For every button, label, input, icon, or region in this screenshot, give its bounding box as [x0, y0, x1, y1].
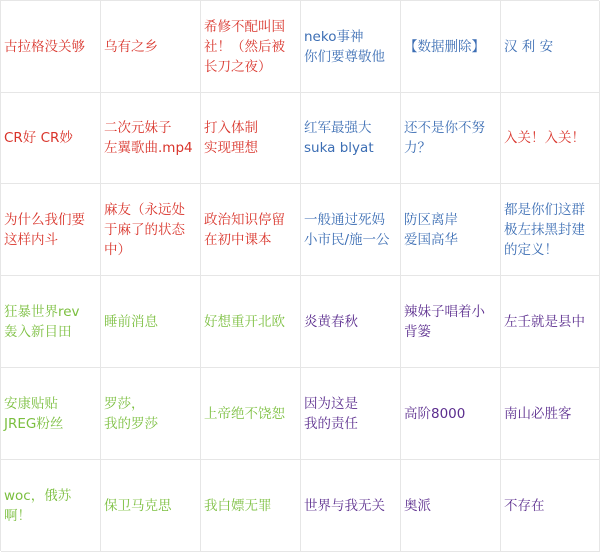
grid-cell-r1-c1: 古拉格没关够 [1, 1, 101, 93]
grid-cell-r6-c2: 保卫马克思 [101, 460, 201, 552]
grid-cell-r3-c4: 一般通过死妈 小市民/施一公 [301, 184, 401, 276]
grid-cell-r5-c4: 因为这是 我的责任 [301, 368, 401, 460]
grid-cell-r3-c3: 政治知识停留 在初中课本 [201, 184, 301, 276]
grid-cell-r6-c5: 奥派 [401, 460, 501, 552]
grid-cell-r6-c4: 世界与我无关 [301, 460, 401, 552]
grid-cell-r5-c3: 上帝绝不饶恕 [201, 368, 301, 460]
grid-cell-r3-c1: 为什么我们要 这样内斗 [1, 184, 101, 276]
grid-cell-r4-c6: 左壬就是县中 [501, 276, 600, 368]
grid-cell-r4-c3: 好想重开北欧 [201, 276, 301, 368]
grid-cell-r5-c2: 罗莎， 我的罗莎 [101, 368, 201, 460]
grid-cell-r5-c6: 南山必胜客 [501, 368, 600, 460]
grid-cell-r4-c4: 炎黄春秋 [301, 276, 401, 368]
grid-cell-r2-c2: 二次元妹子 左翼歌曲.mp4 [101, 93, 201, 184]
grid-cell-r2-c5: 还不是你不努 力？ [401, 93, 501, 184]
grid-cell-r4-c2: 睡前消息 [101, 276, 201, 368]
grid-cell-r1-c2: 乌有之乡 [101, 1, 201, 93]
grid-cell-r2-c6: 入关！入关！ [501, 93, 600, 184]
grid-cell-r3-c5: 防区离岸 爱国高华 [401, 184, 501, 276]
grid-cell-r5-c5: 高阶8000 [401, 368, 501, 460]
grid-cell-r2-c1: CR好 CR妙 [1, 93, 101, 184]
grid-cell-r6-c3: 我白嫖无罪 [201, 460, 301, 552]
grid-cell-r2-c4: 红军最强大 suka blyat [301, 93, 401, 184]
grid-cell-r1-c6: 汉 利 安 [501, 1, 600, 93]
grid-cell-r6-c6: 不存在 [501, 460, 600, 552]
grid-cell-r4-c1: 狂暴世界rev 轰入新目田 [1, 276, 101, 368]
grid-cell-r3-c6: 都是你们这群 极左抹黑封建 的定义！ [501, 184, 600, 276]
grid-cell-r4-c5: 辣妹子唱着小 背篓 [401, 276, 501, 368]
grid-cell-r1-c5: 【数据删除】 [401, 1, 501, 93]
grid-cell-r3-c2: 麻友（永远处 于麻了的状态 中） [101, 184, 201, 276]
grid-cell-r5-c1: 安康贴贴 JREG粉丝 [1, 368, 101, 460]
grid-cell-r1-c4: neko事神 你们要尊敬他 [301, 1, 401, 93]
grid-cell-r2-c3: 打入体制 实现理想 [201, 93, 301, 184]
grid-cell-r6-c1: woc，俄苏啊！ [1, 460, 101, 552]
grid-cell-r1-c3: 希修不配叫国 社！（然后被 长刀之夜） [201, 1, 301, 93]
